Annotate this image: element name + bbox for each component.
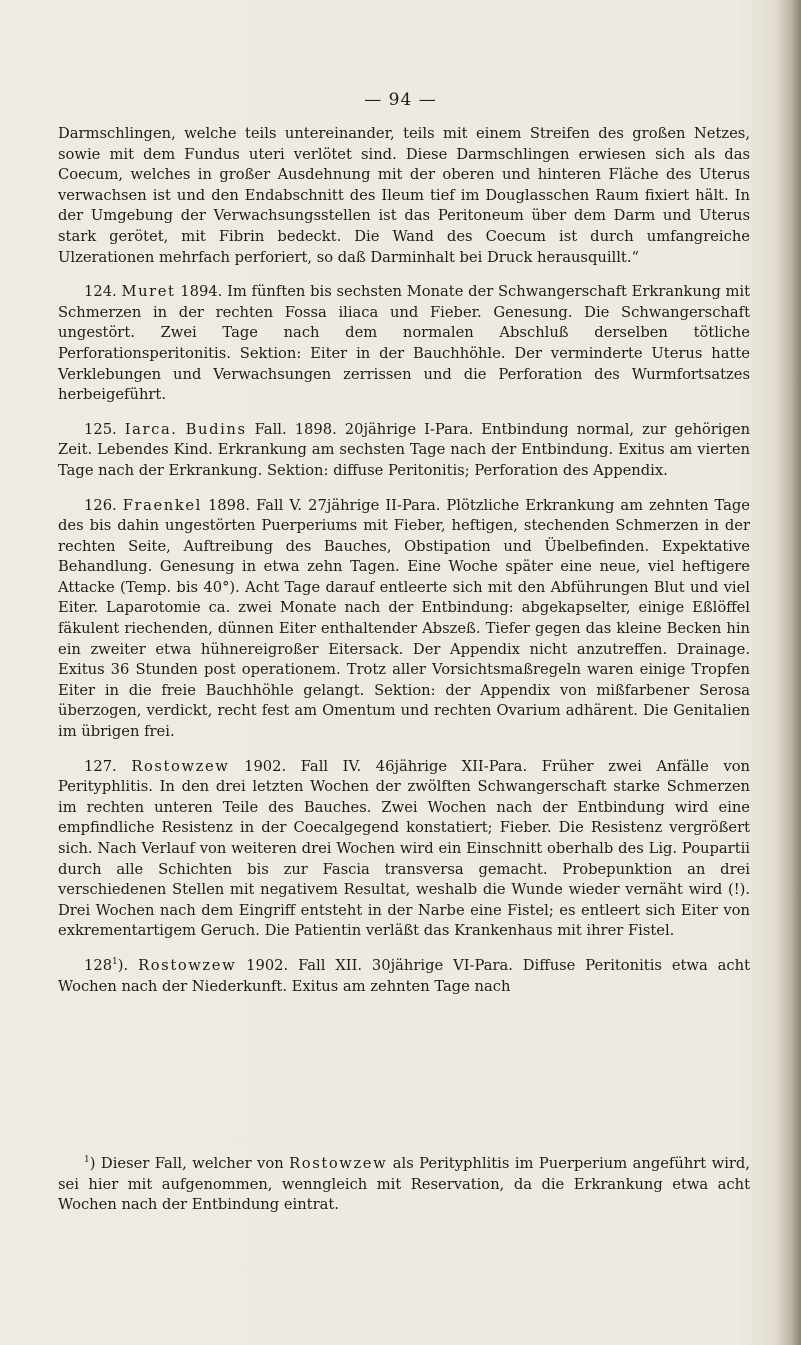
- page-edge-shadow: [775, 0, 801, 1345]
- author-name: Muret: [121, 283, 176, 301]
- footnote: [58, 1154, 750, 1216]
- author-name: Iarca.: [124, 420, 178, 438]
- paragraph-case-127: [58, 757, 750, 942]
- paragraph-case-125: [58, 420, 750, 482]
- paragraph-case-128: [58, 956, 750, 997]
- author-name: Rostowzew: [289, 1155, 388, 1172]
- footnote-marker: 1: [84, 1155, 90, 1166]
- main-text: [58, 124, 750, 997]
- author-name: Rostowzew: [131, 757, 230, 775]
- case-text: 1902. Fall XII. 30jährige VI-Para. Diffuse Peritonitis etwa acht Wochen nach der Niederkunft. Exitus am zehnten Tage nach: [58, 956, 750, 995]
- case-number: 124.: [84, 283, 117, 301]
- paragraph-case-126: [58, 496, 750, 743]
- case-text: Fall. 1898. 20jährige I-Para. Entbindung normal, zur gehörigen Zeit. Lebendes Kind. Erkrankung am sechsten Tage nach der Entbindung. Exitus am vierten Tage nach der Erkrankung. Sektion: diffuse Peritonitis; Perforation des Appendix.: [58, 420, 751, 479]
- paragraph-case-124: [58, 282, 750, 406]
- case-number: 126.: [84, 496, 117, 514]
- case-text: 1894. Im fünften bis sechsten Monate der Schwangerschaft Erkrankung mit Schmerzen in der rechten Fossa iliaca und Fieber. Genesung. Die Schwangerschaft ungestört. Zwei Tage nach dem normalen Abschluß derselben tötliche Perforationsperitonitis. Sektion: Eiter in der Bauchhöhle. Der verminderte Uterus hatte Verklebungen und Verwachsungen zerrissen und die Perforation des Wurmfortsatzes herbeigeführt.: [58, 283, 751, 404]
- author-name: Rostowzew: [138, 956, 237, 974]
- footnote-text: als Perityphlitis im Puerperium angeführt wird, sei hier mit aufgenommen, wenngleich mit Reservation, da die Erkrankung etwa acht Wochen nach der Entbindung eintrat.: [58, 1155, 751, 1214]
- page-number: — 94 —: [364, 90, 437, 110]
- author-name: Budins: [185, 420, 247, 438]
- case-number-punct: ).: [117, 956, 129, 974]
- footnote-text: Dieser Fall, welcher von: [100, 1155, 284, 1172]
- author-name: Fraenkel: [122, 496, 202, 514]
- footnote-paragraph: [58, 1154, 750, 1216]
- case-number: 125.: [84, 420, 117, 438]
- case-number: 128: [84, 956, 113, 974]
- footnote-reference: 1: [112, 957, 118, 968]
- case-number: 127.: [84, 757, 117, 775]
- footnote-marker-close: ): [89, 1155, 96, 1172]
- case-text: 1902. Fall IV. 46jährige XII-Para. Früher zwei Anfälle von Perityphlitis. In den drei letzten Wochen der zwölften Schwangerschaft starke Schmerzen im rechten unteren Teile des Bauches. Zwei Wochen nach der Entbindung wird eine empfindliche Resistenz in der Coecalgegend konstatiert; Fieber. Die Resistenz vergrößert sich. Nach Verlauf von weiteren drei Wochen wird ein Einschnitt oberhalb des Lig. Poupartii durch alle Schichten bis zur Fascia transversa gemacht. Probepunktion an drei verschiedenen Stellen mit negativem Resultat, weshalb die Wunde wieder vernäht wird (!). Drei Wochen nach dem Eingriff entsteht in der Narbe eine Fistel; es entleert sich Eiter von exkrementartigem Geruch. Die Patientin verläßt das Krankenhaus mit ihrer Fistel.: [58, 757, 751, 940]
- case-text: 1898. Fall V. 27jährige II-Para. Plötzliche Erkrankung am zehnten Tage des bis dahin ungestörten Puerperiums mit Fieber, heftigen, stechenden Schmerzen in der rechten Seite, Auftreibung des Bauches, Obstipation und Übelbefinden. Expektative Behandlung. Genesung in etwa zehn Tagen. Eine Woche später eine neue, viel heftigere Attacke (Temp. bis 40°). Acht Tage darauf entleerte sich mit den Abführungen Blut und viel Eiter. Laparotomie ca. zwei Monate nach der Entbindung: abgekapselter, einige Eßlöffel fäkulent riechenden, dünnen Eiter enthaltender Abszeß. Tiefer gegen das kleine Becken hin ein zweiter etwa hühnereigroßer Eitersack. Der Appendix nicht anzutreffen. Drainage. Exitus 36 Stunden post operationem. Trotz aller Vorsichtsmaßregeln waren einige Tropfen Eiter in die freie Bauchhöhle gelangt. Sektion: der Appendix von mißfarbener Serosa überzogen, verdickt, recht fest am Omentum und rechten Ovarium adhärent. Die Genitalien im übrigen frei.: [58, 496, 750, 741]
- paragraph-continuation: Darmschlingen, welche teils untereinander, teils mit einem Streifen des großen Netzes, sowie mit dem Fundus uteri verlötet sind. Diese Darmschlingen erwiesen sich als das Coecum, welches in großer Ausdehnung mit der oberen und hinteren Fläche des Uterus verwachsen ist und den Endabschnitt des Ileum tief im Douglasschen Raum fixiert hält. In der Umgebung der Verwachsungsstellen ist das Peritoneum über dem Darm und Uterus stark gerötet, mit Fibrin bedeckt. Die Wand des Coecum ist durch umfangreiche Ulzerationen mehrfach perforiert, so daß Darminhalt bei Druck herausquillt.“: [58, 125, 750, 266]
